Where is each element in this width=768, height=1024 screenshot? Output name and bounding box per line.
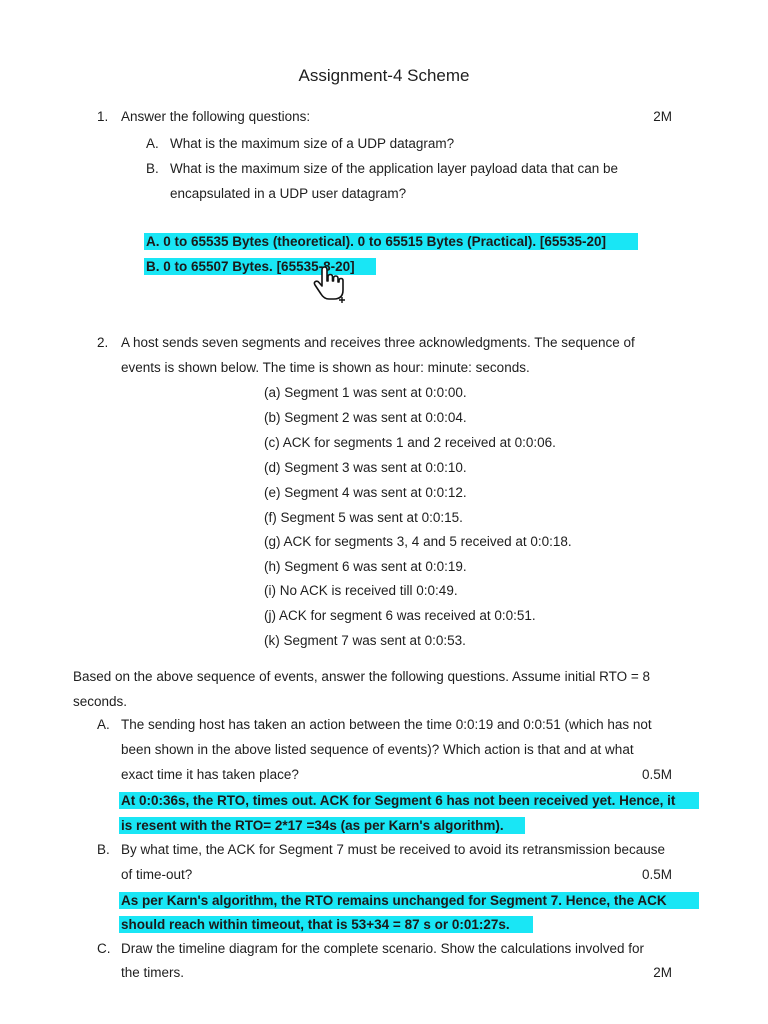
event-item: (i) No ACK is received till 0:0:49.: [264, 583, 458, 598]
event-item: (d) Segment 3 was sent at 0:0:10.: [264, 460, 467, 475]
q1b-text-line1: What is the maximum size of the application layer payload data that can be: [170, 161, 618, 176]
q2c-label: C.: [97, 941, 111, 956]
q2b-answer-line2: should reach within timeout, that is 53+34 = 87 s or 0:01:27s.: [119, 916, 533, 933]
q2c-line2: the timers.: [121, 965, 185, 980]
q1b-label: B.: [146, 161, 159, 176]
q2-based-line1: Based on the above sequence of events, answer the following questions. Assume initial RTO = 8: [73, 669, 650, 684]
q2a-answer-line2: is resent with the RTO= 2*17 =34s (as per Karn's algorithm).: [119, 817, 525, 834]
event-item: (e) Segment 4 was sent at 0:0:12.: [264, 485, 467, 500]
q2a-answer-line1: At 0:0:36s, the RTO, times out. ACK for Segment 6 has not been received yet. Hence, it: [119, 792, 699, 809]
q1a-label: A.: [146, 136, 159, 151]
event-item: (c) ACK for segments 1 and 2 received at 0:0:06.: [264, 435, 556, 450]
q2b-line2: of time-out?: [121, 867, 193, 882]
q1b-text-line2: encapsulated in a UDP user datagram?: [170, 186, 407, 201]
q2a-marks: 0.5M: [641, 767, 672, 782]
q2b-answer-line1: As per Karn's algorithm, the RTO remains unchanged for Segment 7. Hence, the ACK: [119, 892, 699, 909]
event-item: (j) ACK for segment 6 was received at 0:0:51.: [264, 608, 536, 623]
q1-marks: 2M: [653, 109, 672, 124]
q2b-label: B.: [97, 842, 110, 857]
q2b-marks: 0.5M: [641, 867, 672, 882]
event-item: (h) Segment 6 was sent at 0:0:19.: [264, 559, 467, 574]
q2c-line1: Draw the timeline diagram for the complete scenario. Show the calculations involved for: [121, 941, 645, 956]
q1-number: 1.: [97, 109, 109, 124]
q1-text: Answer the following questions:: [121, 109, 311, 124]
q2c-marks: 2M: [653, 965, 672, 980]
q2a-line1: The sending host has taken an action between the time 0:0:19 and 0:0:51 (which has not: [121, 717, 652, 732]
event-item: (k) Segment 7 was sent at 0:0:53.: [264, 633, 466, 648]
q2a-line2: been shown in the above listed sequence of events)? Which action is that and at what: [121, 742, 634, 757]
event-item: (g) ACK for segments 3, 4 and 5 received at 0:0:18.: [264, 534, 572, 549]
q2a-line3: exact time it has taken place?: [121, 767, 299, 782]
q2-based-line2: seconds.: [73, 694, 128, 709]
document-title: Assignment-4 Scheme: [298, 66, 470, 85]
q2-intro-line2: events is shown below. The time is shown as hour: minute: seconds.: [121, 360, 530, 375]
event-item: (f) Segment 5 was sent at 0:0:15.: [264, 510, 463, 525]
event-item: (a) Segment 1 was sent at 0:0:00.: [264, 385, 467, 400]
hand-pointer-icon: [312, 266, 346, 304]
event-item: (b) Segment 2 was sent at 0:0:04.: [264, 410, 467, 425]
q2-number: 2.: [97, 335, 109, 350]
q1-answer-a: A. 0 to 65535 Bytes (theoretical). 0 to 65515 Bytes (Practical). [65535-20]: [144, 233, 638, 250]
q1-answer-b: B. 0 to 65507 Bytes. [65535-8-20]: [144, 258, 376, 275]
q2a-label: A.: [97, 717, 110, 732]
q1a-text: What is the maximum size of a UDP datagram?: [170, 136, 455, 151]
q2b-line1: By what time, the ACK for Segment 7 must be received to avoid its retransmission because: [121, 842, 666, 857]
q2-intro-line1: A host sends seven segments and receives three acknowledgments. The sequence of: [121, 335, 635, 350]
